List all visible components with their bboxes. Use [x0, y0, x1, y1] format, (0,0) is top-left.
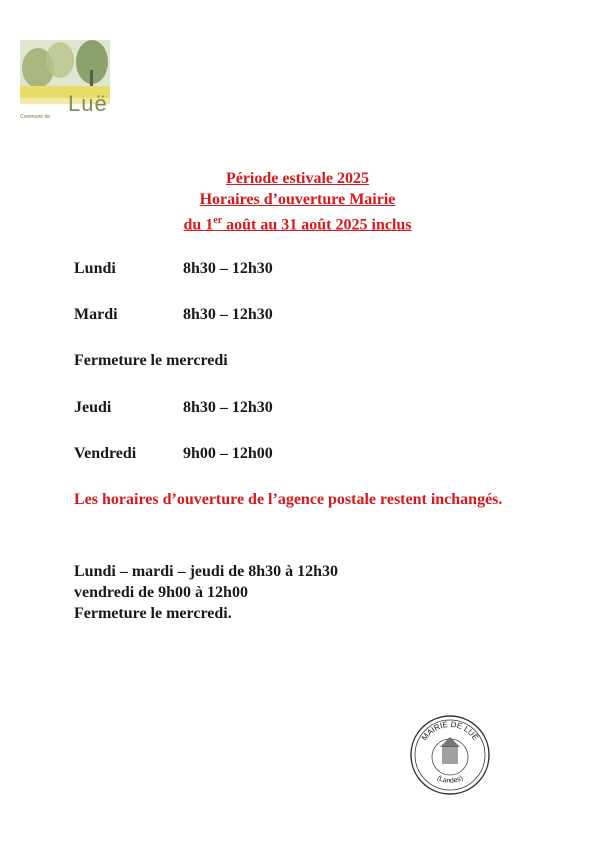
schedule-row-tuesday — [74, 306, 273, 324]
schedule-day: Mardi — [74, 306, 118, 323]
schedule-hours: 9h00 – 12h00 — [183, 445, 273, 462]
seal-graphic — [408, 713, 492, 797]
postal-line-3: Fermeture le mercredi. — [74, 605, 232, 622]
town-logo — [20, 40, 110, 120]
title-line-3: du 1er août au 31 août 2025 inclus — [183, 215, 412, 234]
postal-line-2: vendredi de 9h00 à 12h00 — [74, 584, 248, 601]
seal-bottom-text: (Landes) — [435, 774, 465, 785]
schedule-hours: 8h30 – 12h30 — [183, 399, 273, 416]
schedule-row-thursday — [74, 399, 273, 417]
schedule-day: Lundi — [74, 260, 116, 277]
title-line-2: Horaires d’ouverture Mairie — [199, 191, 396, 208]
schedule-hours: 8h30 – 12h30 — [183, 260, 273, 277]
schedule-row-monday — [74, 260, 273, 278]
closed-wednesday: Fermeture le mercredi — [74, 352, 228, 369]
schedule-row-friday — [74, 445, 273, 463]
postal-line-1: Lundi – mardi – jeudi de 8h30 à 12h30 — [74, 563, 339, 580]
logo-name: Luë — [68, 91, 108, 116]
seal-top-text: MAIRIE DE LUË — [419, 719, 481, 743]
postal-agency-note: Les horaires d’ouverture de l’agence postale restent inchangés. — [74, 491, 503, 508]
logo-caption: Commune de — [20, 114, 51, 120]
schedule-day: Jeudi — [74, 399, 112, 416]
schedule-day: Vendredi — [74, 445, 137, 462]
town-hall-seal — [408, 713, 492, 797]
title-line-1: Période estivale 2025 — [225, 170, 370, 187]
schedule-hours: 8h30 – 12h30 — [183, 306, 273, 323]
notice-title — [0, 168, 595, 235]
postal-agency-hours — [74, 561, 338, 624]
